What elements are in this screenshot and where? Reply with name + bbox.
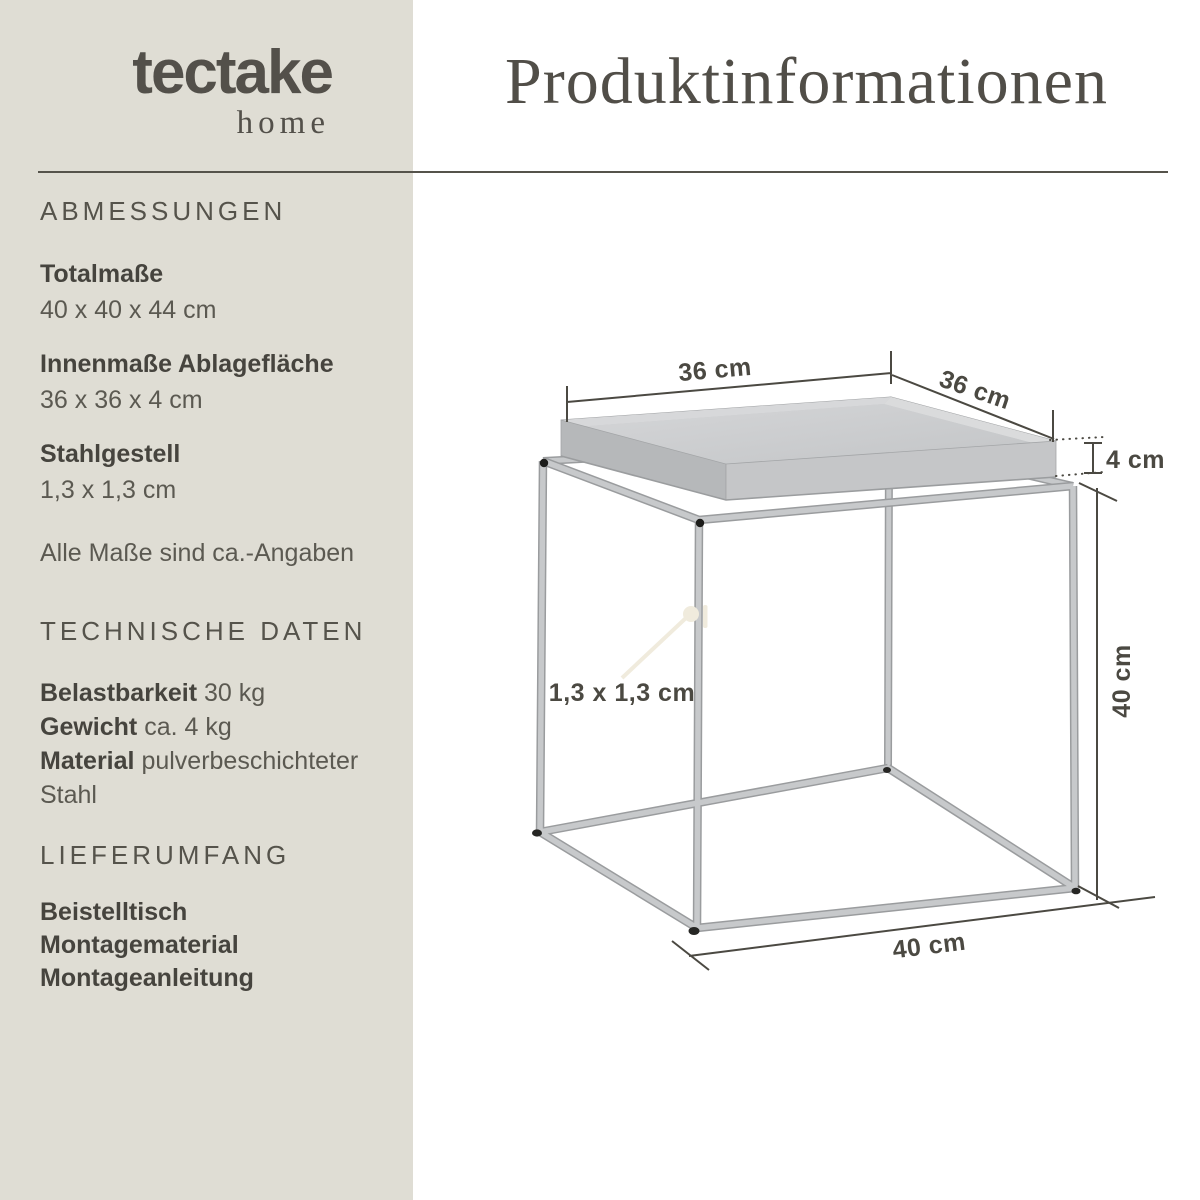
spec-label: Belastbarkeit (40, 679, 198, 707)
dim-label-frame-height: 40 cm (1108, 644, 1136, 718)
brand-logo (132, 38, 332, 141)
tech-data-list (40, 676, 385, 812)
frame-feet-caps (532, 767, 1081, 935)
header-divider (38, 171, 1168, 173)
section-heading-lieferumfang: LIEFERUMFANG (40, 840, 291, 870)
spec-label: Material (40, 747, 135, 775)
dim-label-top-depth: 36 cm (935, 364, 1015, 416)
spec-value: 1,3 x 1,3 cm (40, 476, 177, 504)
dim-label-top-width: 36 cm (677, 352, 753, 388)
product-diagram (410, 320, 1200, 1200)
spec-label: Innenmaße Ablagefläche (40, 350, 334, 378)
tray-top (561, 397, 1056, 500)
dim-label-frame-profile: 1,3 x 1,3 cm (548, 679, 696, 707)
spec-value: pulverbeschichteter Stahl (40, 747, 359, 809)
spec-value: 30 kg (203, 679, 266, 707)
tech-line-gewicht (40, 710, 385, 744)
brand-tagline: home (236, 105, 330, 141)
sidebar (0, 0, 413, 1200)
spec-label: Totalmaße (40, 260, 164, 288)
spec-value: 36 x 36 x 4 cm (40, 386, 203, 414)
list-item-montagematerial: Montagematerial (40, 931, 239, 959)
spec-label: Gewicht (40, 713, 138, 741)
section-heading-technische-daten: TECHNISCHE DATEN (40, 616, 367, 646)
tech-line-belastbarkeit (40, 676, 385, 710)
note-approx-dimensions: Alle Maße sind ca.-Angaben (40, 539, 355, 567)
list-item-beistelltisch: Beistelltisch (40, 898, 188, 926)
scope-of-delivery-list (40, 896, 385, 995)
section-heading-abmessungen: ABMESSUNGEN (40, 196, 287, 226)
dim-label-base-width: 40 cm (890, 927, 968, 965)
spec-item-totalmasse (40, 256, 385, 328)
spec-item-innenmasse (40, 346, 385, 418)
spec-value: 40 x 40 x 44 cm (40, 296, 217, 324)
page-title: Produktinformationen (505, 45, 1108, 118)
spec-item-stahlgestell (40, 436, 385, 508)
spec-value: ca. 4 kg (144, 713, 232, 741)
sidebar-content (40, 196, 385, 995)
tech-line-material (40, 744, 385, 812)
dim-label-tray-height: 4 cm (1106, 446, 1165, 474)
spec-label: Stahlgestell (40, 440, 181, 468)
list-item-montageanleitung: Montageanleitung (40, 964, 254, 992)
brand-name: tectake (132, 38, 332, 107)
